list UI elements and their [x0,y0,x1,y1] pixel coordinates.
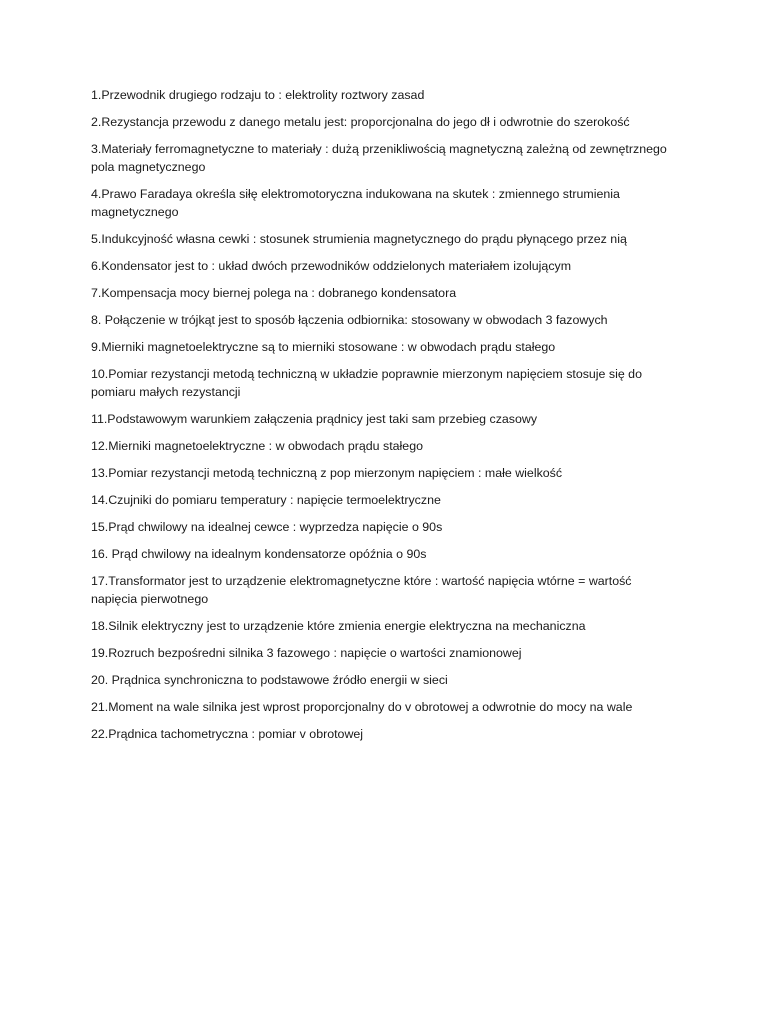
list-item: 7.Kompensacja mocy biernej polega na : dobranego kondensatora [91,286,457,300]
list-item: 11.Podstawowym warunkiem załączenia prądnicy jest taki sam przebieg czasowy [91,412,538,426]
document-body [91,86,681,752]
list-item: 21.Moment na wale silnika jest wprost proporcjonalny do v obrotowej a odwrotnie do mocy na wale [91,700,633,714]
list-item: 4.Prawo Faradaya określa siłę elektromotoryczna indukowana na skutek : zmiennego strumienia magnetycznego [91,187,620,219]
list-item: 22.Prądnica tachometryczna : pomiar v obrotowej [91,727,364,741]
list-item: 9.Mierniki magnetoelektryczne są to mierniki stosowane : w obwodach prądu stałego [91,340,556,354]
list-item: 15.Prąd chwilowy na idealnej cewce : wyprzedza napięcie o 90s [91,520,443,534]
list-item: 12.Mierniki magnetoelektryczne : w obwodach prądu stałego [91,439,423,453]
list-item: 2.Rezystancja przewodu z danego metalu jest: proporcjonalna do jego dł i odwrotnie do szerokość [91,115,630,129]
list-item: 10.Pomiar rezystancji metodą techniczną w układzie poprawnie mierzonym napięciem stosuje się do pomiaru małych rezystancji [91,367,642,399]
list-item: 6.Kondensator jest to : układ dwóch przewodników oddzielonych materiałem izolującym [91,259,572,273]
list-item: 3.Materiały ferromagnetyczne to materiały : dużą przenikliwością magnetyczną zależną od zewnętrznego pola magnetycznego [91,142,667,174]
list-item: 5.Indukcyjność własna cewki : stosunek strumienia magnetycznego do prądu płynącego przez nią [91,232,627,246]
list-item: 13.Pomiar rezystancji metodą techniczną z pop mierzonym napięciem : małe wielkość [91,466,563,480]
list-item: 20. Prądnica synchroniczna to podstawowe źródło energii w sieci [91,673,448,687]
list-item: 17.Transformator jest to urządzenie elektromagnetyczne które : wartość napięcia wtórne = wartość napięcia pierwotnego [91,574,632,606]
list-item: 19.Rozruch bezpośredni silnika 3 fazowego : napięcie o wartości znamionowej [91,646,522,660]
list-item: 8. Połączenie w trójkąt jest to sposób łączenia odbiornika: stosowany w obwodach 3 fazowych [91,313,608,327]
list-item: 14.Czujniki do pomiaru temperatury : napięcie termoelektryczne [91,493,441,507]
list-item: 18.Silnik elektryczny jest to urządzenie które zmienia energie elektryczna na mechaniczna [91,619,586,633]
list-item: 1.Przewodnik drugiego rodzaju to : elektrolity roztwory zasad [91,88,425,102]
list-item: 16. Prąd chwilowy na idealnym kondensatorze opóźnia o 90s [91,547,427,561]
